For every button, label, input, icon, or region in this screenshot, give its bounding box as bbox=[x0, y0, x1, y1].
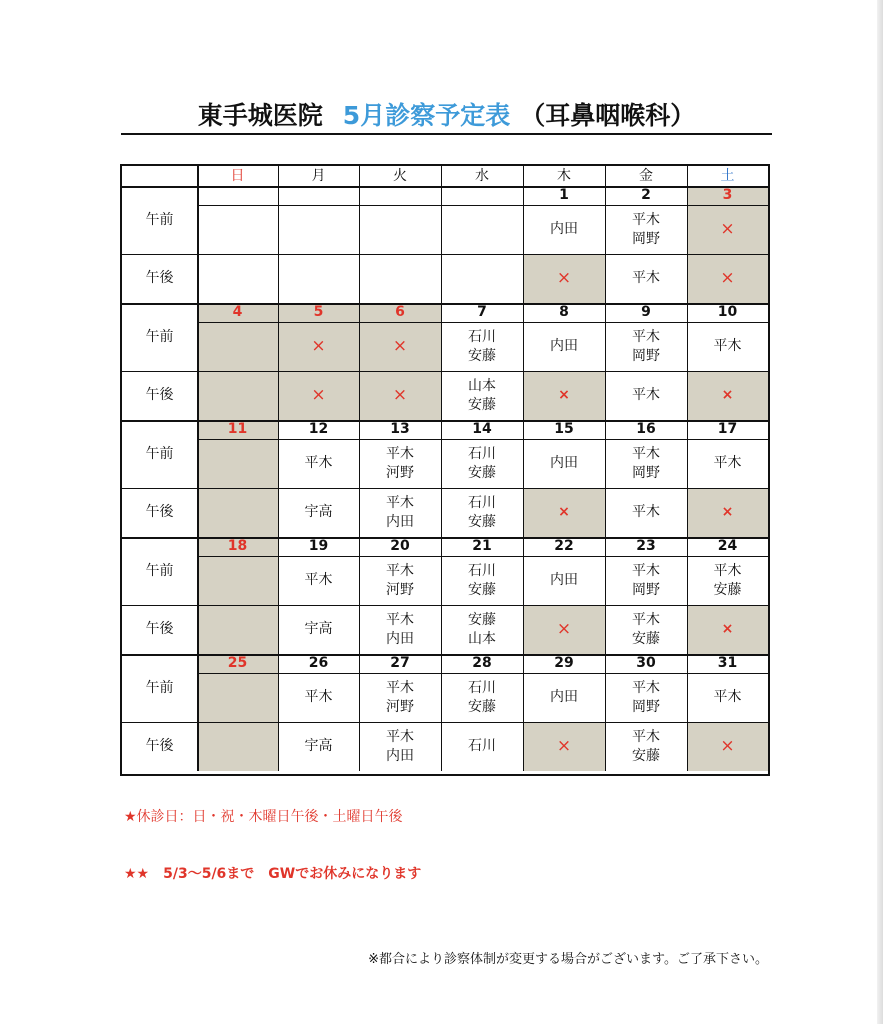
date-cell: 2 bbox=[641, 187, 651, 203]
afternoon-slot bbox=[278, 605, 359, 654]
date-cell: 12 bbox=[308, 421, 329, 437]
period-label-morning: 午前 bbox=[145, 679, 174, 696]
date-cell: 25 bbox=[197, 654, 278, 673]
period-label-afternoon: 午後 bbox=[145, 504, 174, 520]
afternoon-slot bbox=[605, 488, 687, 537]
column-divider bbox=[523, 166, 524, 771]
closed-mark-icon: × bbox=[311, 385, 326, 405]
morning-slot bbox=[278, 556, 359, 605]
date-cell: 26 bbox=[308, 655, 329, 671]
afternoon-slot bbox=[359, 722, 441, 771]
doctor-names: 平木 bbox=[304, 455, 333, 471]
doctor-names: 石川 安藤 bbox=[468, 679, 496, 715]
weekday-header-4: 木 bbox=[557, 167, 571, 184]
row-divider bbox=[122, 254, 768, 255]
closed-mark-icon: × bbox=[721, 387, 734, 403]
closed-mark-icon: × bbox=[558, 504, 570, 520]
afternoon-slot bbox=[441, 722, 523, 771]
afternoon-slot bbox=[441, 254, 523, 303]
closed-mark-icon: × bbox=[721, 504, 734, 520]
morning-slot bbox=[523, 439, 605, 488]
afternoon-slot bbox=[359, 488, 441, 537]
morning-slot bbox=[605, 205, 687, 254]
afternoon-slot bbox=[523, 605, 605, 654]
morning-slot bbox=[197, 556, 278, 605]
column-divider bbox=[197, 166, 199, 771]
afternoon-slot bbox=[441, 488, 523, 537]
date-cell: 20 bbox=[390, 538, 410, 554]
doctor-names: 内田 bbox=[550, 221, 578, 237]
closed-mark-icon: × bbox=[720, 219, 735, 239]
morning-slot bbox=[278, 673, 359, 722]
closed-mark-icon: × bbox=[392, 385, 408, 405]
doctor-names: 石川 安藤 bbox=[468, 562, 496, 598]
date-cell: 29 bbox=[554, 655, 574, 671]
doctor-names: 石川 安藤 bbox=[468, 494, 496, 530]
doctor-names: 宇高 bbox=[304, 738, 333, 754]
doctor-names: 安藤 山本 bbox=[468, 611, 496, 647]
weekday-header-0: 日 bbox=[230, 167, 245, 184]
morning-slot bbox=[441, 439, 523, 488]
date-cell: 23 bbox=[636, 538, 656, 554]
afternoon-slot bbox=[441, 605, 523, 654]
morning-slot bbox=[278, 439, 359, 488]
row-divider bbox=[197, 322, 768, 323]
column-divider bbox=[278, 166, 279, 771]
weekday-header-6: 土 bbox=[720, 167, 735, 184]
closed-mark-icon: × bbox=[558, 387, 570, 403]
row-divider bbox=[122, 654, 768, 656]
morning-slot bbox=[605, 673, 687, 722]
doctor-names: 平木 bbox=[632, 270, 660, 286]
closed-mark-icon: × bbox=[392, 336, 408, 356]
weekday-header-2: 火 bbox=[393, 167, 407, 184]
date-cell: 19 bbox=[308, 538, 329, 554]
doctor-names: 平木 bbox=[304, 689, 333, 705]
page-edge bbox=[877, 0, 883, 1024]
morning-slot bbox=[359, 556, 441, 605]
schedule-table bbox=[120, 164, 770, 776]
morning-slot bbox=[605, 439, 687, 488]
row-divider bbox=[197, 205, 768, 206]
closed-mark-icon: × bbox=[311, 336, 326, 356]
morning-slot bbox=[197, 673, 278, 722]
date-cell: 30 bbox=[636, 655, 656, 671]
afternoon-slot bbox=[278, 722, 359, 771]
schedule-change-note: ※都合により診察体制が変更する場合がございます。ご了承下さい。 bbox=[368, 952, 768, 967]
weekday-header-1: 月 bbox=[311, 167, 326, 184]
date-cell bbox=[359, 186, 441, 205]
doctor-names: 平木 内田 bbox=[386, 611, 414, 647]
afternoon-slot bbox=[605, 605, 687, 654]
doctor-names: 石川 安藤 bbox=[468, 445, 496, 481]
doctor-names: 内田 bbox=[550, 338, 578, 354]
doctor-names: 平木 岡野 bbox=[632, 445, 660, 481]
row-divider bbox=[122, 722, 768, 723]
period-label-afternoon: 午後 bbox=[145, 270, 174, 286]
morning-slot bbox=[687, 205, 768, 254]
morning-slot bbox=[441, 556, 523, 605]
doctor-names: 平木 bbox=[713, 455, 742, 471]
date-cell bbox=[197, 186, 278, 205]
weekday-header-3: 水 bbox=[475, 167, 489, 184]
afternoon-slot bbox=[687, 254, 768, 303]
afternoon-slot bbox=[278, 254, 359, 303]
morning-slot bbox=[523, 556, 605, 605]
schedule-title: 5月診察予定表 bbox=[342, 101, 511, 130]
afternoon-slot bbox=[359, 371, 441, 420]
morning-slot bbox=[278, 322, 359, 371]
closed-mark-icon: × bbox=[720, 268, 735, 288]
morning-slot bbox=[197, 322, 278, 371]
doctor-names: 宇高 bbox=[304, 621, 333, 637]
afternoon-slot bbox=[523, 371, 605, 420]
period-label-morning: 午前 bbox=[145, 211, 174, 228]
period-label-afternoon: 午後 bbox=[145, 387, 174, 403]
period-label-afternoon: 午後 bbox=[145, 738, 174, 754]
doctor-names: 山本 安藤 bbox=[468, 377, 496, 413]
doctor-names: 平木 河野 bbox=[386, 445, 414, 481]
doctor-names: 内田 bbox=[550, 455, 578, 471]
closed-days-note: ★休診日：日・祝・木曜日午後・土曜日午後 bbox=[124, 809, 403, 825]
afternoon-slot bbox=[687, 605, 768, 654]
date-cell bbox=[441, 186, 523, 205]
doctor-names: 平木 内田 bbox=[386, 728, 414, 764]
row-divider bbox=[122, 488, 768, 489]
row-divider bbox=[122, 420, 768, 422]
morning-slot bbox=[687, 556, 768, 605]
morning-slot bbox=[523, 205, 605, 254]
doctor-names: 平木 安藤 bbox=[632, 611, 660, 647]
row-divider bbox=[122, 186, 768, 188]
morning-slot bbox=[441, 322, 523, 371]
column-divider bbox=[441, 166, 442, 771]
doctor-names: 平木 安藤 bbox=[713, 562, 742, 598]
date-cell: 13 bbox=[390, 421, 410, 437]
date-cell: 8 bbox=[559, 304, 569, 320]
afternoon-slot bbox=[523, 488, 605, 537]
doctor-names: 平木 岡野 bbox=[632, 328, 660, 364]
title-underline bbox=[121, 133, 772, 135]
date-cell: 6 bbox=[359, 303, 441, 322]
date-cell: 16 bbox=[636, 421, 656, 437]
morning-slot bbox=[605, 322, 687, 371]
date-cell: 14 bbox=[472, 421, 492, 437]
afternoon-slot bbox=[523, 254, 605, 303]
afternoon-slot bbox=[605, 371, 687, 420]
morning-slot bbox=[359, 439, 441, 488]
date-cell: 18 bbox=[197, 537, 278, 556]
column-divider bbox=[687, 166, 688, 771]
doctor-names: 内田 bbox=[550, 689, 578, 705]
row-divider bbox=[122, 537, 768, 539]
date-cell: 22 bbox=[554, 538, 574, 554]
row-divider bbox=[122, 605, 768, 606]
morning-slot bbox=[441, 205, 523, 254]
doctor-names: 石川 安藤 bbox=[468, 328, 496, 364]
date-cell: 17 bbox=[717, 421, 738, 437]
date-cell: 27 bbox=[390, 655, 410, 671]
morning-slot bbox=[687, 439, 768, 488]
weekday-header-5: 金 bbox=[639, 167, 653, 184]
date-cell: 24 bbox=[717, 538, 738, 554]
date-cell: 10 bbox=[717, 304, 738, 320]
doctor-names: 平木 bbox=[632, 504, 660, 520]
afternoon-slot bbox=[278, 488, 359, 537]
doctor-names: 平木 岡野 bbox=[632, 562, 660, 598]
column-divider bbox=[605, 166, 606, 771]
morning-slot bbox=[687, 322, 768, 371]
closed-mark-icon: × bbox=[556, 268, 572, 288]
row-divider bbox=[197, 439, 768, 440]
morning-slot bbox=[605, 556, 687, 605]
date-cell: 21 bbox=[472, 538, 492, 554]
doctor-names: 平木 bbox=[713, 689, 742, 705]
afternoon-slot bbox=[441, 371, 523, 420]
morning-slot bbox=[687, 673, 768, 722]
row-divider bbox=[122, 371, 768, 372]
date-cell: 15 bbox=[554, 421, 574, 437]
doctor-names: 内田 bbox=[550, 572, 578, 588]
date-cell: 28 bbox=[472, 655, 492, 671]
date-cell: 5 bbox=[278, 303, 359, 322]
afternoon-slot bbox=[197, 371, 278, 420]
afternoon-slot bbox=[197, 488, 278, 537]
doctor-names: 平木 bbox=[632, 387, 660, 403]
afternoon-slot bbox=[687, 722, 768, 771]
morning-slot bbox=[197, 439, 278, 488]
morning-slot bbox=[523, 673, 605, 722]
afternoon-slot bbox=[359, 605, 441, 654]
morning-slot bbox=[441, 673, 523, 722]
date-cell: 7 bbox=[477, 304, 487, 320]
closed-mark-icon: × bbox=[556, 736, 572, 756]
morning-slot bbox=[523, 322, 605, 371]
doctor-names: 平木 安藤 bbox=[632, 728, 660, 764]
afternoon-slot bbox=[687, 371, 768, 420]
closed-mark-icon: × bbox=[556, 619, 572, 639]
row-divider bbox=[197, 556, 768, 557]
doctor-names: 平木 岡野 bbox=[632, 211, 660, 247]
afternoon-slot bbox=[605, 254, 687, 303]
date-cell: 4 bbox=[197, 303, 278, 322]
department-name: （耳鼻咽喉科） bbox=[520, 101, 696, 130]
date-cell bbox=[278, 186, 359, 205]
afternoon-slot bbox=[278, 371, 359, 420]
afternoon-slot bbox=[523, 722, 605, 771]
date-cell: 1 bbox=[559, 187, 569, 203]
doctor-names: 平木 岡野 bbox=[632, 679, 660, 715]
clinic-name: 東手城医院 bbox=[197, 101, 323, 130]
afternoon-slot bbox=[359, 254, 441, 303]
morning-slot bbox=[197, 205, 278, 254]
morning-slot bbox=[359, 673, 441, 722]
doctor-names: 平木 bbox=[304, 572, 333, 588]
closed-mark-icon: × bbox=[720, 736, 735, 756]
doctor-names: 平木 内田 bbox=[386, 494, 414, 530]
doctor-names: 宇高 bbox=[304, 504, 333, 520]
date-cell: 31 bbox=[717, 655, 738, 671]
column-divider bbox=[359, 166, 360, 771]
afternoon-slot bbox=[605, 722, 687, 771]
morning-slot bbox=[359, 322, 441, 371]
afternoon-slot bbox=[197, 605, 278, 654]
morning-slot bbox=[359, 205, 441, 254]
afternoon-slot bbox=[197, 722, 278, 771]
afternoon-slot bbox=[197, 254, 278, 303]
gw-holiday-note: ★★ 5/3～5/6まで GWでお休みになります bbox=[124, 866, 422, 882]
row-divider bbox=[197, 673, 768, 674]
period-label-morning: 午前 bbox=[145, 445, 174, 462]
date-cell: 11 bbox=[197, 420, 278, 439]
row-divider bbox=[122, 303, 768, 305]
doctor-names: 平木 河野 bbox=[386, 562, 414, 598]
page-title bbox=[121, 98, 772, 134]
doctor-names: 石川 bbox=[468, 738, 496, 754]
period-label-morning: 午前 bbox=[145, 562, 174, 579]
doctor-names: 平木 河野 bbox=[386, 679, 414, 715]
date-cell: 3 bbox=[687, 186, 768, 205]
doctor-names: 平木 bbox=[713, 338, 742, 354]
closed-mark-icon: × bbox=[721, 621, 734, 637]
date-cell: 9 bbox=[641, 304, 651, 320]
period-label-morning: 午前 bbox=[145, 328, 174, 345]
morning-slot bbox=[278, 205, 359, 254]
period-label-afternoon: 午後 bbox=[145, 621, 174, 637]
afternoon-slot bbox=[687, 488, 768, 537]
